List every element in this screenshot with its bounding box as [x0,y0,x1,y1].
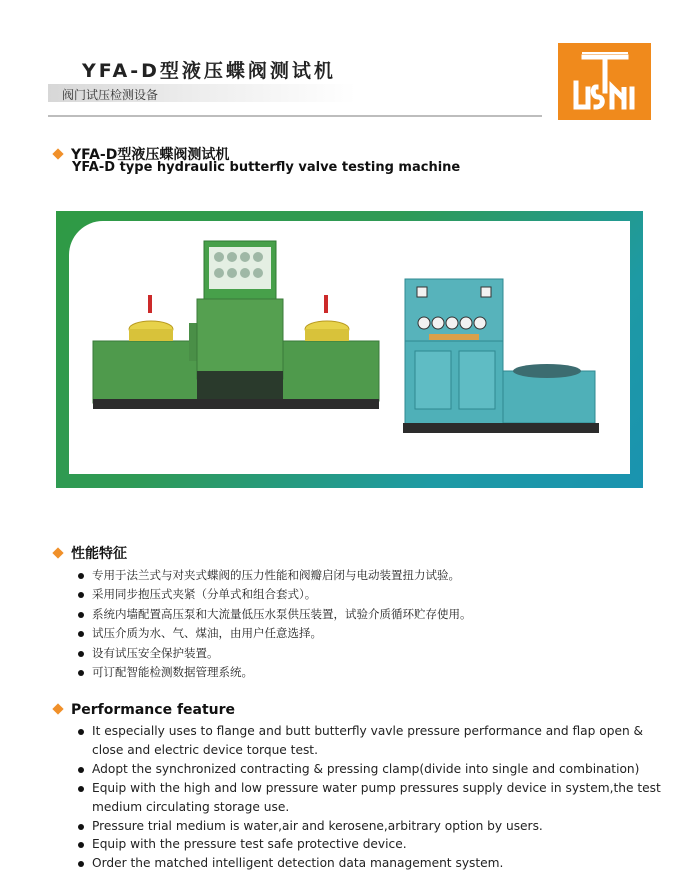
bullet-icon [78,631,84,637]
list-item [78,854,668,873]
product-photo [69,221,630,474]
bullet-icon [78,670,84,676]
product-name-cn: YFA-D型液压蝶阀测试机 [71,147,230,163]
product-name-en: YFA-D type hydraulic butterfly valve testing machine [72,160,461,175]
green-test-machine [93,241,379,409]
list-item [78,663,598,682]
features-en-heading [54,702,235,718]
list-item-text: Order the matched intelligent detection data management system. [92,856,504,871]
list-item [78,566,598,585]
features-en-list [78,722,668,873]
list-item [78,605,598,624]
bullet-icon [78,592,84,598]
bullet-icon [78,824,84,830]
company-logo [558,43,651,120]
features-cn-heading [54,543,127,563]
list-item-text: Pressure trial medium is water,air and kerosene,arbitrary option by users. [92,818,543,833]
list-item-text: 设有试压安全保护装置。 [92,645,219,660]
page-subtitle: 阀门试压检测设备 [62,88,159,102]
list-item [78,585,598,604]
list-item-text: 试压介质为水、气、煤油，由用户任意选择。 [92,626,322,641]
list-item [78,817,668,836]
list-item [78,779,668,817]
list-item [78,835,668,854]
bullet-icon [78,861,84,867]
list-item-text: It especially uses to flange and butt butterfly vavle pressure performance and flap open & close and electric device torque test. [92,724,644,757]
diamond-bullet-icon [52,547,63,558]
list-item-text: Adopt the synchronized contracting & pressing clamp(divide into single and combination) [92,761,640,776]
page-title: YFA-D型液压蝶阀测试机 [82,60,336,82]
diamond-bullet-icon [52,148,63,159]
list-item-text: 专用于法兰式与对夹式蝶阀的压力性能和阀瓣启闭与电动装置扭力试验。 [92,568,460,582]
bullet-icon [78,729,84,735]
features-cn-list [78,566,598,682]
teal-test-machine [403,279,599,433]
list-item [78,760,668,779]
list-item-text: Equip with the pressure test safe protective device. [92,837,407,852]
list-item [78,722,668,760]
list-item-text: 系统内墙配置高压泵和大流量低压水泵供压装置，试验介质循环贮存使用。 [92,606,472,621]
list-item [78,624,598,643]
company-logo-icon [558,43,651,120]
bullet-icon [78,612,84,618]
diamond-bullet-icon [52,703,63,714]
bullet-icon [78,842,84,848]
list-item-text: Equip with the high and low pressure water pump pressures supply device in system,the test medium circulating storage use. [92,780,661,814]
bullet-icon [78,573,84,579]
list-item [78,644,598,663]
machine-illustration [69,221,630,474]
bullet-icon [78,786,84,792]
features-cn-heading-text: 性能特征 [71,546,127,562]
header-divider [48,115,542,117]
list-item-text: 可订配智能检测数据管理系统。 [92,664,253,679]
bullet-icon [78,767,84,773]
features-en-heading-text: Performance feature [71,702,236,718]
bullet-icon [78,651,84,657]
list-item-text: 采用同步抱压式夹紧（分单式和组合套式）。 [92,587,317,602]
